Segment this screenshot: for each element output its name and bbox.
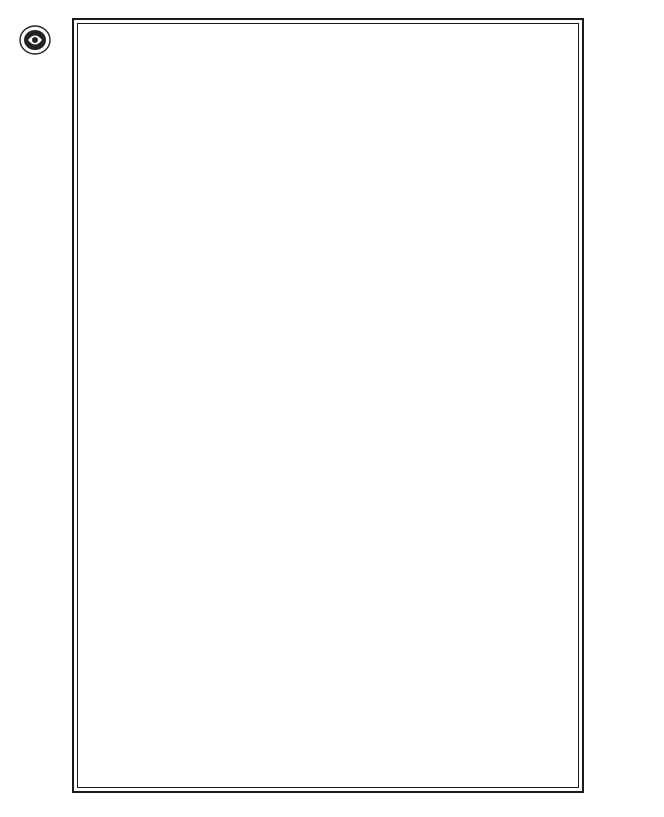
page-frame-inner: [77, 23, 579, 788]
seal-logo: [19, 25, 51, 55]
